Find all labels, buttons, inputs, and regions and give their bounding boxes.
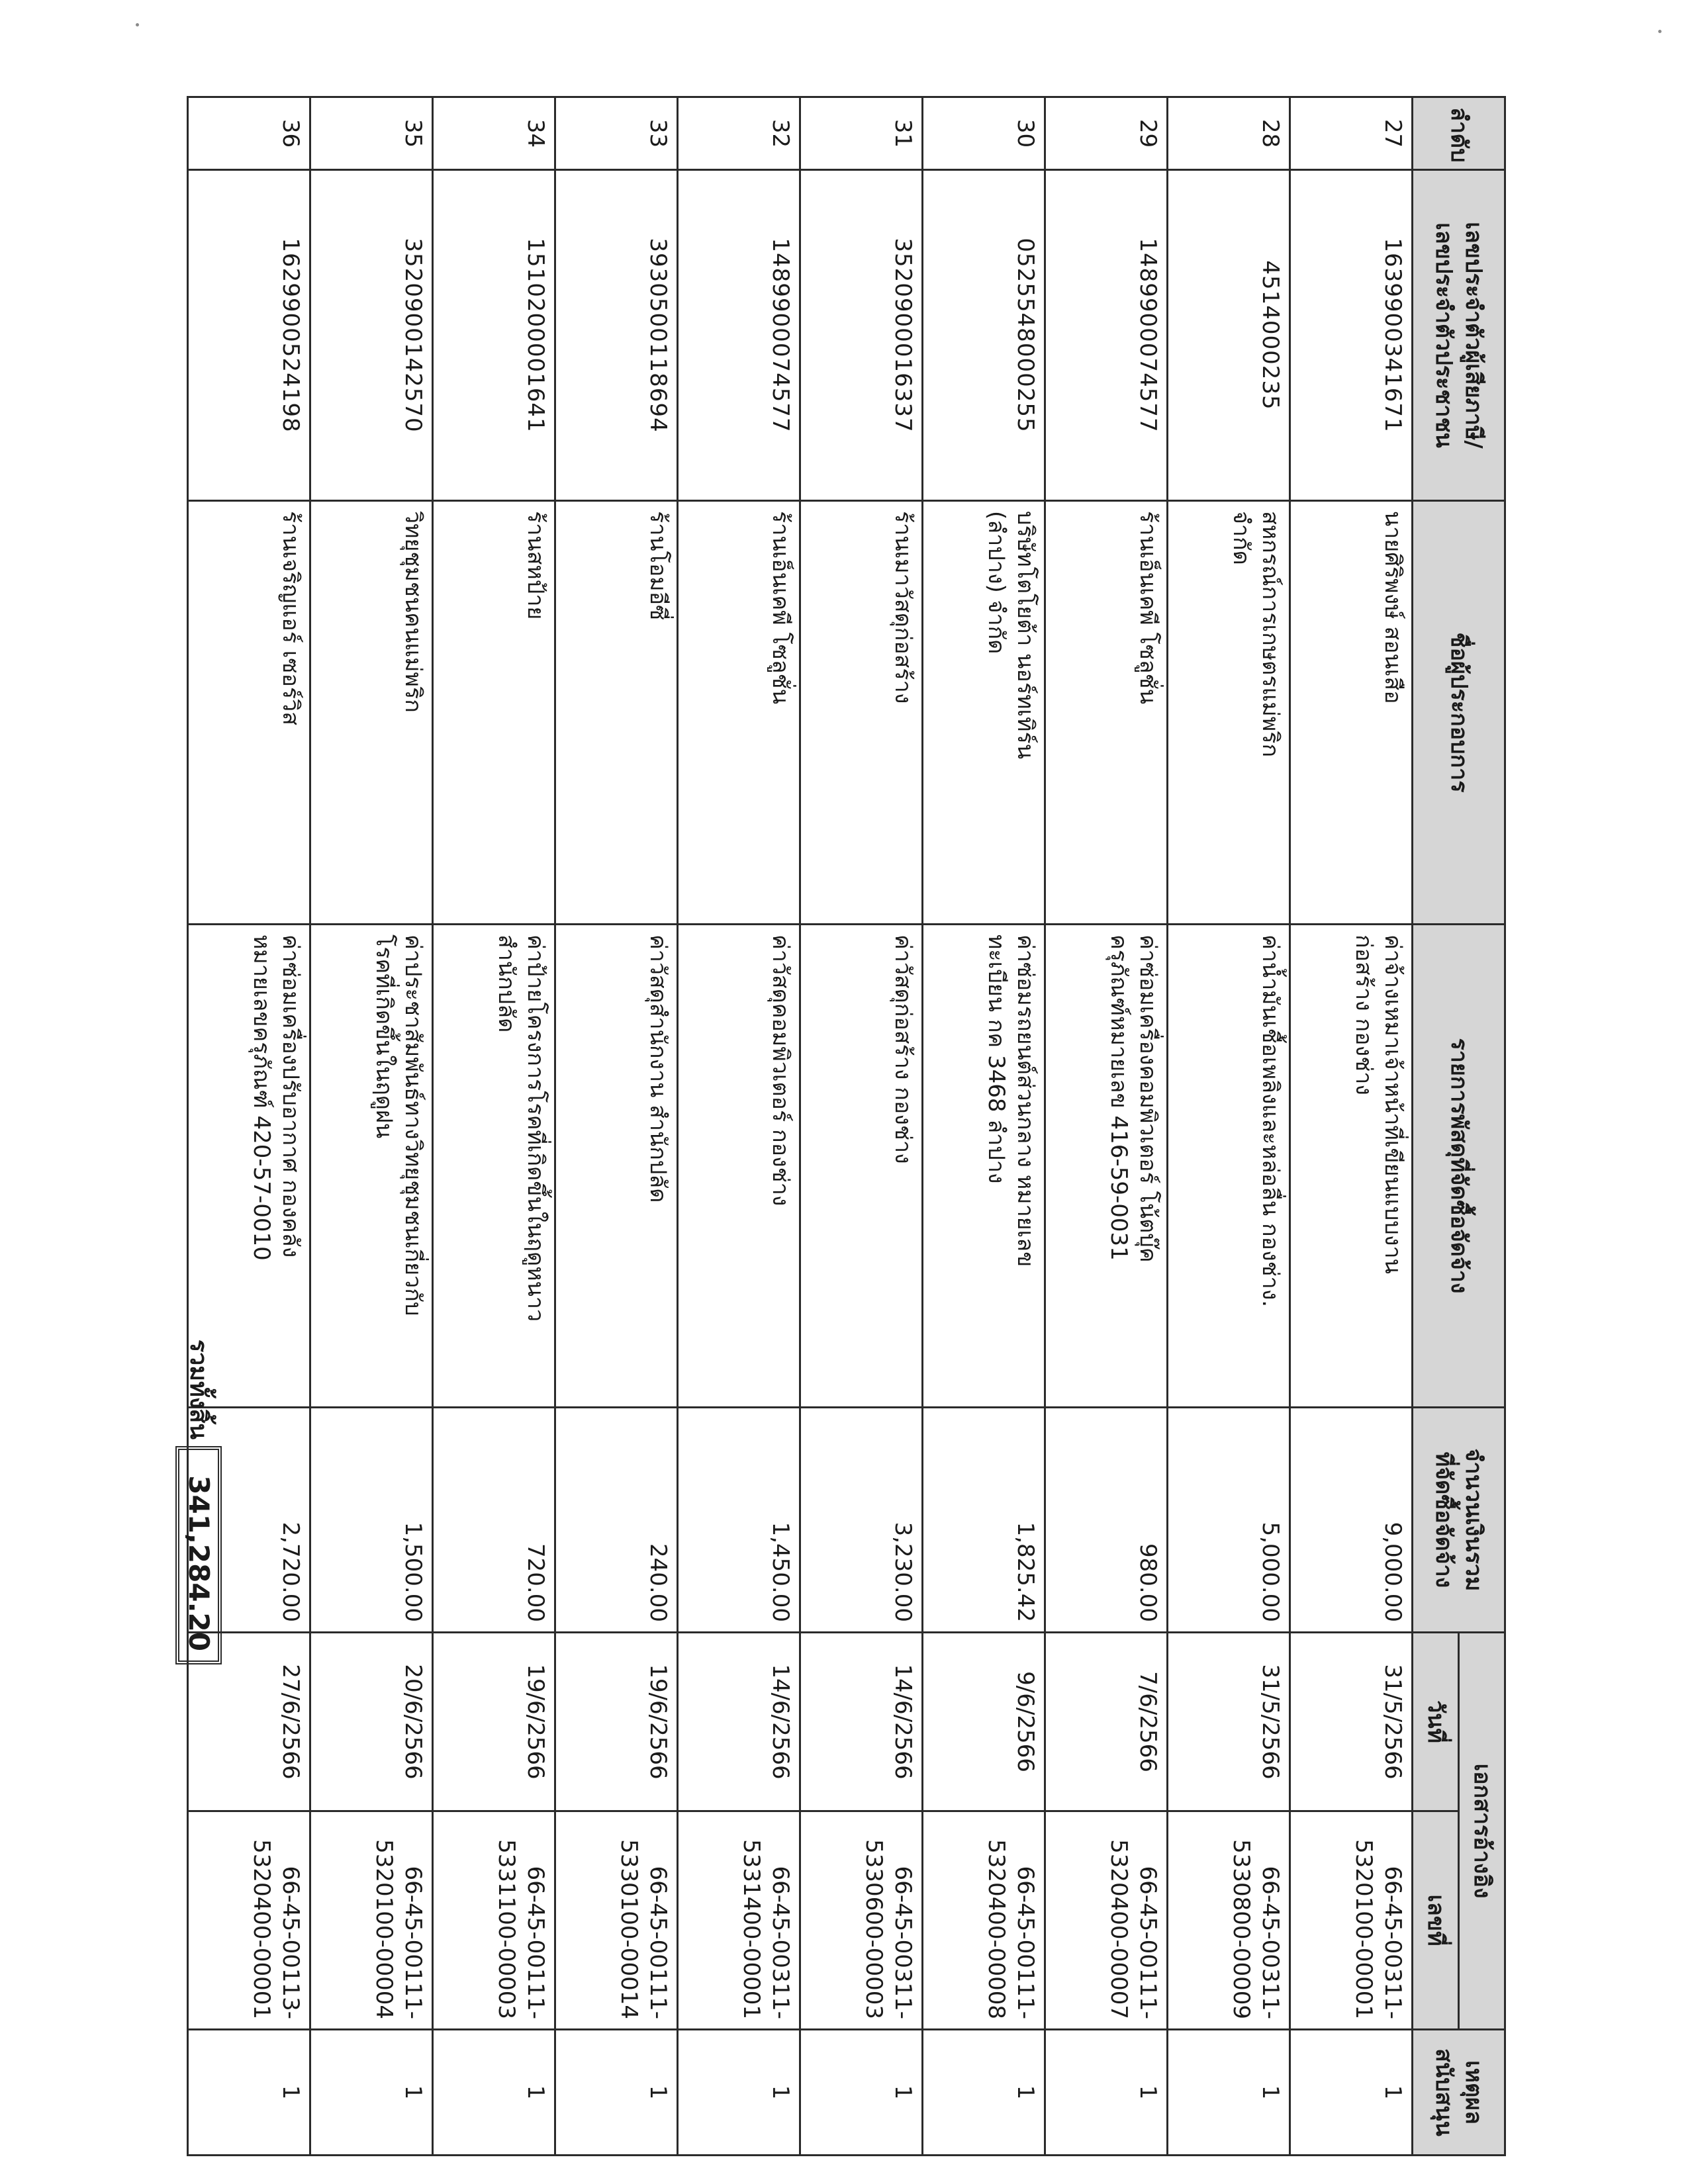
procurement-table [187, 96, 1506, 2156]
header-date: วันที่ [1413, 1633, 1459, 1811]
row-remark: 1 [433, 2030, 555, 2156]
row-remark: 1 [678, 2030, 800, 2156]
row-date: 14/6/2566 [800, 1633, 923, 1811]
row-amount: 3,230.00 [800, 1408, 923, 1633]
row-item: ค่าซ่อมเครื่องปรับอากาศ กองคลัง หมายเลขครุภัณฑ์ 420-57-0010 [188, 925, 310, 1408]
table-row [1168, 97, 1290, 2156]
row-amount: 2,720.00 [188, 1408, 310, 1633]
table-body [188, 97, 1413, 2156]
row-taxid: 1489900074577 [1045, 170, 1168, 501]
row-item: ค่าวัสดุก่อสร้าง กองช่าง [800, 925, 923, 1408]
row-remark: 1 [1045, 2030, 1168, 2156]
row-vendor: ร้านเมาวัสดุก่อสร้าง [800, 501, 923, 925]
row-item: ค่าป้ายโครงการโรคที่เกิดขึ้นในฤดูหนาว สำนักปลัด [433, 925, 555, 1408]
row-vendor: ร้านสหป้าย [433, 501, 555, 925]
row-taxid: 0525548000255 [923, 170, 1045, 501]
rotated-document-page [136, 96, 1506, 2154]
row-no: 34 [433, 97, 555, 170]
row-remark: 1 [555, 2030, 678, 2156]
row-amount: 5,000.00 [1168, 1408, 1290, 1633]
row-ref: 66-45-00311- 5330600-00003 [800, 1811, 923, 2030]
row-item: ค่าวัสดุคอมพิวเตอร์ กองช่าง [678, 925, 800, 1408]
row-remark: 1 [188, 2030, 310, 2156]
header-evidence: เอกสารอ้างอิง [1459, 1633, 1505, 2030]
row-no: 31 [800, 97, 923, 170]
header-ref-no: เลขที่ [1413, 1811, 1459, 2030]
table-row [555, 97, 678, 2156]
row-date: 27/6/2566 [188, 1633, 310, 1811]
row-vendor: สหกรณ์การเกษตรแม่พริก จำกัด [1168, 501, 1290, 925]
row-ref: 66-45-00311- 5320100-00001 [1290, 1811, 1413, 2030]
row-ref: 66-45-00311- 5331400-00001 [678, 1811, 800, 2030]
row-remark: 1 [310, 2030, 433, 2156]
row-vendor: ร้านเจริญแอร์ เซอร์วิส [188, 501, 310, 925]
row-amount: 240.00 [555, 1408, 678, 1633]
row-amount: 1,500.00 [310, 1408, 433, 1633]
table-row [310, 97, 433, 2156]
row-no: 32 [678, 97, 800, 170]
row-item: ค่าซ่อมรถยนต์ส่วนกลาง หมายเลข ทะเบียน กค 3468 ลำปาง [923, 925, 1045, 1408]
row-taxid: 3520900142570 [310, 170, 433, 501]
row-ref: 66-45-00111- 5320100-00004 [310, 1811, 433, 2030]
table-row [678, 97, 800, 2156]
row-remark: 1 [923, 2030, 1045, 2156]
table-row [188, 97, 310, 2156]
header-remark: เหตุผล สนับสนุน [1413, 2030, 1505, 2156]
scan-speck [1658, 30, 1662, 33]
row-taxid: 4514000235 [1168, 170, 1290, 501]
row-item: ค่าจ้างเหมาเจ้าหน้าที่เขียนแบบงาน ก่อสร้าง กองช่าง [1290, 925, 1413, 1408]
row-item: ค่าวัสดุสำนักงาน สำนักปลัด [555, 925, 678, 1408]
total-label: รวมทั้งสิ้น [185, 1339, 212, 1439]
row-date: 31/5/2566 [1290, 1633, 1413, 1811]
row-vendor: ร้านเอ็นเคพี โซลูชั่น [678, 501, 800, 925]
row-date: 7/6/2566 [1045, 1633, 1168, 1811]
row-taxid: 1489900074577 [678, 170, 800, 501]
row-item: ค่าน้ำมันเชื้อเพลิงและหล่อลื่น กองช่าง. [1168, 925, 1290, 1408]
table-row [923, 97, 1045, 2156]
row-amount: 1,450.00 [678, 1408, 800, 1633]
row-ref: 66-45-00111- 5320400-00007 [1045, 1811, 1168, 2030]
header-taxid: เลขประจำตัวผู้เสียภาษี/ เลขประจำตัวประชาชน [1413, 170, 1505, 501]
scan-speck [136, 23, 139, 26]
row-item: ค่าประชาสัมพันธ์ทางวิทยุชุมชนเกี่ยวกับ โรคที่เกิดขึ้นในฤดูฝน [310, 925, 433, 1408]
row-amount: 720.00 [433, 1408, 555, 1633]
row-no: 36 [188, 97, 310, 170]
row-remark: 1 [800, 2030, 923, 2156]
row-vendor: บริษัทโตโยต้า นอร์ทเทิร์น (ลำปาง) จำกัด [923, 501, 1045, 925]
table-row [433, 97, 555, 2156]
row-ref: 66-45-00111- 5320400-00008 [923, 1811, 1045, 2030]
row-no: 29 [1045, 97, 1168, 170]
row-item: ค่าซ่อมเครื่องคอมพิวเตอร์ โน้ตบุ๊ค ครุภัณฑ์หมายเลข 416-59-0031 [1045, 925, 1168, 1408]
row-taxid: 1510200001641 [433, 170, 555, 501]
row-no: 30 [923, 97, 1045, 170]
row-amount: 980.00 [1045, 1408, 1168, 1633]
row-vendor: ร้านโอมอีซี่ [555, 501, 678, 925]
row-ref: 66-45-00113- 5320400-00001 [188, 1811, 310, 2030]
row-date: 31/5/2566 [1168, 1633, 1290, 1811]
table-row [1045, 97, 1168, 2156]
row-ref: 66-45-00111- 5330100-00014 [555, 1811, 678, 2030]
table-row [1290, 97, 1413, 2156]
row-no: 35 [310, 97, 433, 170]
row-taxid: 3520900016337 [800, 170, 923, 501]
row-no: 27 [1290, 97, 1413, 170]
total-value: 341,284.20 [175, 1446, 222, 1664]
row-date: 19/6/2566 [555, 1633, 678, 1811]
row-date: 19/6/2566 [433, 1633, 555, 1811]
row-date: 14/6/2566 [678, 1633, 800, 1811]
header-amount: จำนวนเงินรวม ที่จัดซื้อจัดจ้าง [1413, 1408, 1505, 1633]
row-ref: 66-45-00111- 5331100-00003 [433, 1811, 555, 2030]
header-no: ลำดับ [1413, 97, 1505, 170]
row-taxid: 3930500118694 [555, 170, 678, 501]
row-no: 33 [555, 97, 678, 170]
table-row [800, 97, 923, 2156]
row-date: 9/6/2566 [923, 1633, 1045, 1811]
row-taxid: 1629900524198 [188, 170, 310, 501]
table-header [1413, 97, 1505, 2156]
row-amount: 9,000.00 [1290, 1408, 1413, 1633]
row-ref: 66-45-00311- 5330800-00009 [1168, 1811, 1290, 2030]
header-item: รายการพัสดุที่จัดซื้อจัดจ้าง [1413, 925, 1505, 1408]
row-remark: 1 [1290, 2030, 1413, 2156]
row-taxid: 1639900341671 [1290, 170, 1413, 501]
header-vendor: ชื่อผู้ประกอบการ [1413, 501, 1505, 925]
row-no: 28 [1168, 97, 1290, 170]
row-vendor: ร้านเอ็นเคพี โซลูชั่น [1045, 501, 1168, 925]
row-amount: 1,825.42 [923, 1408, 1045, 1633]
row-date: 20/6/2566 [310, 1633, 433, 1811]
row-remark: 1 [1168, 2030, 1290, 2156]
row-vendor: นายศิริพงษ์ สอนเสือ [1290, 501, 1413, 925]
row-vendor: วิทยุชุมชนคนแม่พริก [310, 501, 433, 925]
